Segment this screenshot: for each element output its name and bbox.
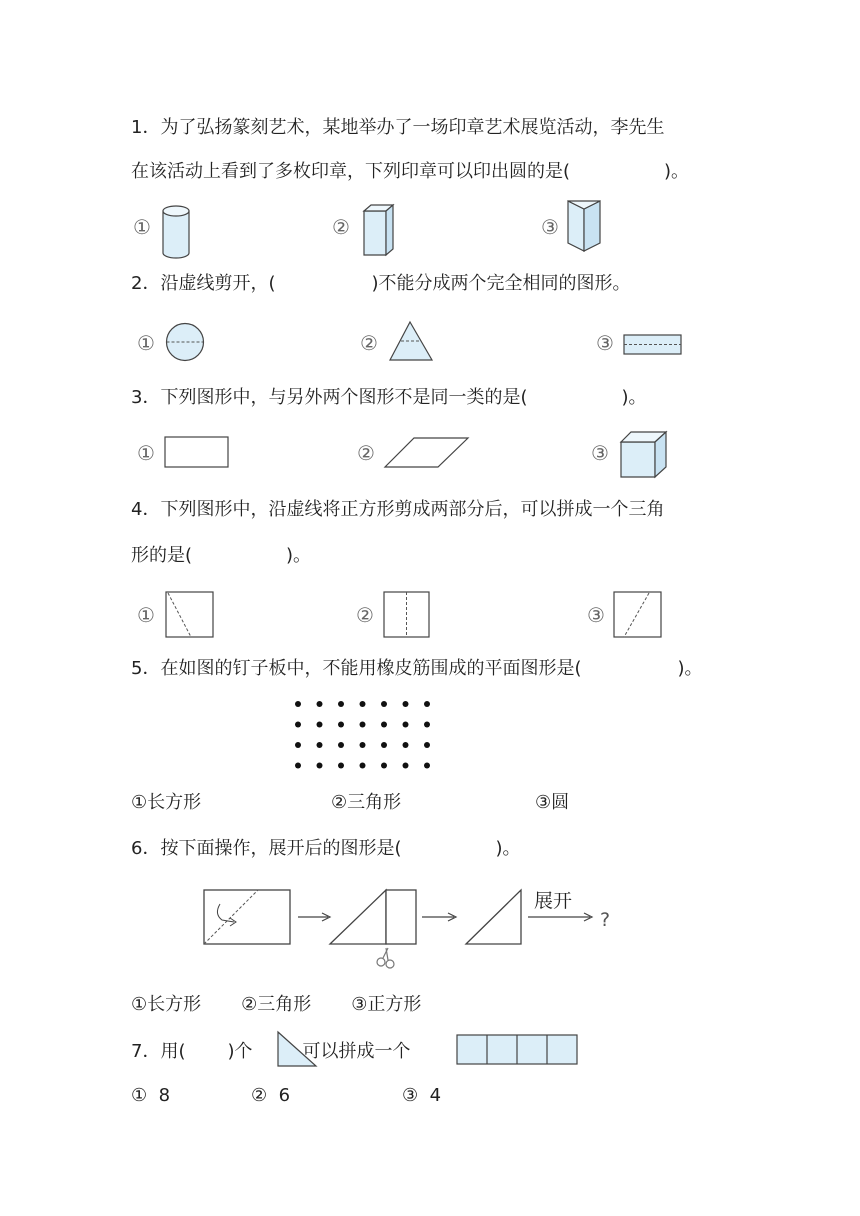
cube-figure xyxy=(620,431,668,479)
nail-board-figure xyxy=(290,697,436,773)
nail-peg xyxy=(424,701,430,707)
plain-rectangle-figure xyxy=(164,436,230,470)
folded-paper-step-1 xyxy=(204,890,290,944)
nail-peg xyxy=(338,722,344,728)
q1-option-1-label: ① xyxy=(133,215,151,239)
nail-peg xyxy=(403,742,409,748)
triangle-figure xyxy=(388,320,434,362)
nail-peg xyxy=(360,701,366,707)
arrow-unfold xyxy=(528,913,592,921)
q5-option-1[interactable]: ①长方形 xyxy=(131,792,202,813)
q1-text-a: 在该活动上看到了多枚印章，下列印章可以印出圆的是( xyxy=(131,161,571,182)
nail-peg xyxy=(317,742,323,748)
q4-line2 xyxy=(131,543,311,569)
q3-text-b: )。 xyxy=(621,387,647,408)
nail-peg xyxy=(403,722,409,728)
nail-peg xyxy=(295,701,301,707)
arrow-step-2 xyxy=(422,913,456,921)
q1-line1: 1．为了弘扬篆刻艺术，某地举办了一场印章艺术展览活动，李先生 xyxy=(131,117,665,138)
q7-text-b: )个 xyxy=(227,1041,253,1062)
nail-peg xyxy=(403,701,409,707)
q3-option-1-label: ① xyxy=(137,441,155,465)
nail-peg xyxy=(338,742,344,748)
q3-line xyxy=(131,385,647,411)
four-square-strip xyxy=(456,1034,580,1066)
q4-text-a: 形的是( xyxy=(131,545,193,566)
q6-option-2[interactable]: ②三角形 xyxy=(241,994,312,1015)
q4-option-1-label: ① xyxy=(137,603,155,627)
q3-text-a: 3．下列图形中，与另外两个图形不是同一类的是( xyxy=(131,387,528,408)
rectangle-figure xyxy=(623,334,683,356)
q2-text-b: )不能分成两个完全相同的图形。 xyxy=(371,273,631,294)
nail-peg xyxy=(295,742,301,748)
nail-peg xyxy=(360,763,366,769)
q6-option-3[interactable]: ③正方形 xyxy=(351,994,422,1015)
q1-option-3-label: ③ xyxy=(541,215,559,239)
q3-option-3-label: ③ xyxy=(591,441,609,465)
scissors-icon xyxy=(377,948,394,968)
nail-peg xyxy=(317,763,323,769)
parallelogram-figure xyxy=(384,437,470,469)
q4-option-2-label: ② xyxy=(356,603,374,627)
q6-text-b: )。 xyxy=(495,838,521,859)
nail-peg xyxy=(424,763,430,769)
nail-peg xyxy=(424,722,430,728)
q2-option-1-label: ① xyxy=(137,331,155,355)
q3-option-2-label: ② xyxy=(357,441,375,465)
triangular-prism-figure xyxy=(566,199,602,253)
q2-line xyxy=(131,271,631,297)
arrow-step-1 xyxy=(298,913,330,921)
square-diagonal-cut-right xyxy=(613,591,663,639)
nail-peg xyxy=(360,742,366,748)
nail-peg xyxy=(381,701,387,707)
q6-line xyxy=(131,836,521,862)
q1-text-b: )。 xyxy=(664,161,690,182)
nail-peg xyxy=(381,722,387,728)
q6-text-a: 6．按下面操作，展开后的图形是( xyxy=(131,838,402,859)
q7-option-3[interactable]: ③ 4 xyxy=(402,1085,442,1106)
unknown-result-mark: ? xyxy=(600,909,611,931)
q2-option-2-label: ② xyxy=(360,331,378,355)
cylinder-figure xyxy=(160,203,192,261)
nail-peg xyxy=(381,742,387,748)
q2-text-a: 2．沿虚线剪开，( xyxy=(131,273,276,294)
nail-peg xyxy=(424,742,430,748)
q7-option-2[interactable]: ② 6 xyxy=(251,1085,291,1106)
q7-option-1[interactable]: ① 8 xyxy=(131,1085,171,1106)
square-prism-figure xyxy=(362,203,396,257)
q1-line2 xyxy=(131,159,689,185)
square-vertical-cut xyxy=(383,591,431,639)
nail-peg xyxy=(338,701,344,707)
q4-line1: 4．下列图形中，沿虚线将正方形剪成两部分后，可以拼成一个三角 xyxy=(131,499,665,520)
q7-text-c: 可以拼成一个 xyxy=(302,1041,411,1062)
q5-option-3[interactable]: ③圆 xyxy=(535,792,570,813)
circle-figure xyxy=(165,322,205,362)
q2-option-3-label: ③ xyxy=(596,331,614,355)
q4-option-3-label: ③ xyxy=(587,603,605,627)
cut-triangle xyxy=(466,890,521,944)
nail-peg xyxy=(338,763,344,769)
folded-paper-step-2 xyxy=(330,890,416,944)
unfold-label: 展开 xyxy=(534,890,573,912)
square-diagonal-cut-left xyxy=(165,591,215,639)
q5-line xyxy=(131,656,703,682)
q5-option-2[interactable]: ②三角形 xyxy=(331,792,402,813)
nail-peg xyxy=(317,701,323,707)
nail-peg xyxy=(317,722,323,728)
nail-peg xyxy=(295,722,301,728)
q5-text-a: 5．在如图的钉子板中，不能用橡皮筋围成的平面图形是( xyxy=(131,658,582,679)
q6-options xyxy=(131,993,421,1017)
q1-option-2-label: ② xyxy=(332,215,350,239)
nail-peg xyxy=(360,722,366,728)
nail-peg xyxy=(403,763,409,769)
q4-text-b: )。 xyxy=(286,545,312,566)
right-triangle-piece xyxy=(276,1030,318,1068)
q7-text-a: 7．用( xyxy=(131,1041,186,1062)
nail-peg xyxy=(295,763,301,769)
q6-option-1[interactable]: ①长方形 xyxy=(131,994,202,1015)
nail-peg xyxy=(381,763,387,769)
q5-text-b: )。 xyxy=(677,658,703,679)
